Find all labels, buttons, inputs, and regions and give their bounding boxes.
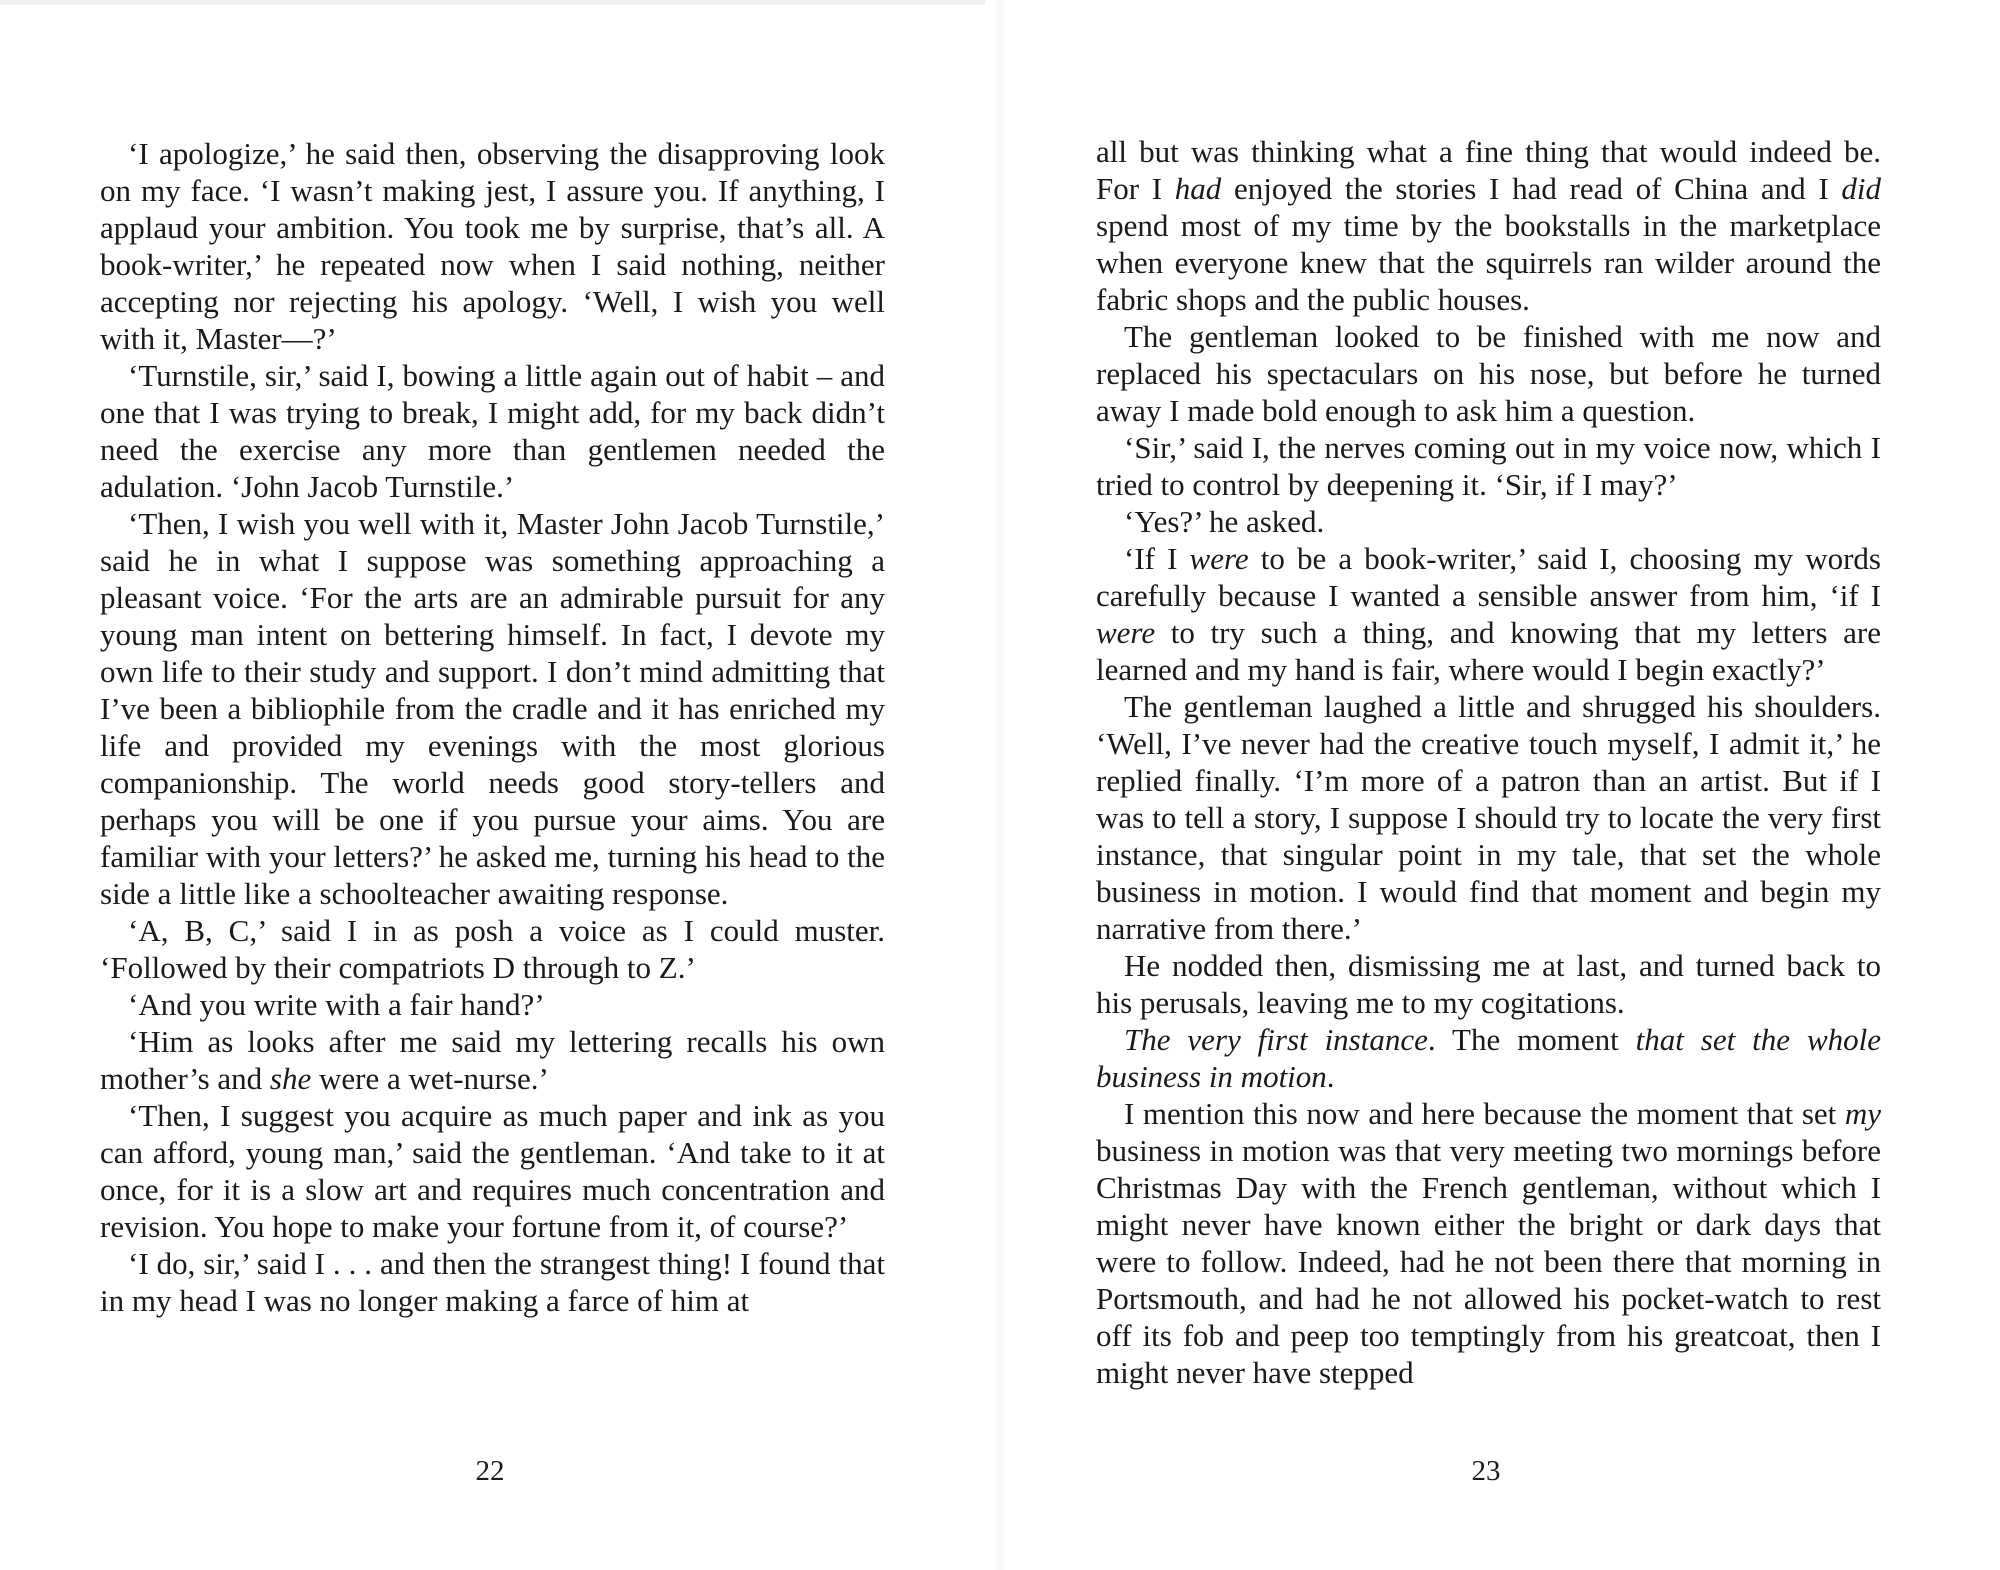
text-run: ‘I do, sir,’ said I . . . and then the strangest thing! I found that in my head I was no longer making a farce of him at <box>100 1246 885 1318</box>
paragraph <box>100 135 885 357</box>
paragraph <box>1096 318 1881 429</box>
text-run: ‘And you write with a fair hand?’ <box>128 987 545 1022</box>
text-run: ‘Turnstile, sir,’ said I, bowing a little again out of habit – and one that I was trying to break, I might add, for my back didn’t need the exercise any more than gentlemen needed the adulation. ‘John Jacob Turnstile.’ <box>100 358 885 504</box>
right-page-text <box>1096 133 1881 1391</box>
paragraph <box>1096 1095 1881 1391</box>
text-run: to be a book-writer,’ said I, choosing my words carefully because I wanted a sensible answer from him, ‘if I <box>1096 541 1882 613</box>
paragraph <box>1096 133 1881 318</box>
text-run: spend most of my time by the bookstalls in the marketplace when everyone knew that the squirrels ran wilder around the fabric shops and the public houses. <box>1096 208 1881 317</box>
paragraph <box>1096 947 1881 1021</box>
text-run: ‘A, B, C,’ said I in as posh a voice as I could muster. ‘Followed by their compatriots D through to Z.’ <box>100 913 885 985</box>
text-run: ‘Then, I suggest you acquire as much paper and ink as you can afford, young man,’ said the gentleman. ‘And take to it at once, for it is a slow art and requires much concentration and revision. You hope to make your fortune from it, of course?’ <box>100 1098 885 1244</box>
paragraph <box>1096 688 1881 947</box>
paragraph <box>1096 540 1881 688</box>
italic-text-run: my <box>1844 1096 1881 1131</box>
italic-text-run: were <box>1189 541 1249 576</box>
text-run: The gentleman laughed a little and shrugged his shoulders. ‘Well, I’ve never had the creative touch myself, I admit it,’ he replied finally. ‘I’m more of a patron than an artist. But if I was to tell a story, I suppose I should try to locate the very first instance, that singular point in my tale, that set the whole business in motion. I would find that moment and begin my narrative from there.’ <box>1096 689 1881 946</box>
italic-text-run: did <box>1841 171 1881 206</box>
left-page-text <box>100 135 885 1319</box>
text-run: to try such a thing, and knowing that my letters are learned and my hand is fair, where would I begin exactly?’ <box>1096 615 1881 687</box>
italic-text-run: were <box>1096 615 1156 650</box>
text-run: ‘Him as looks after me said my lettering recalls his own mother’s and <box>100 1024 885 1096</box>
paragraph <box>100 357 885 505</box>
text-run: ‘Yes?’ he asked. <box>1124 504 1325 539</box>
italic-text-run: had <box>1174 171 1222 206</box>
paragraph <box>100 505 885 912</box>
text-run: ‘I apologize,’ he said then, observing the disapproving look on my face. ‘I wasn’t making jest, I assure you. If anything, I applaud your ambition. You took me by surprise, that’s all. A book-writer,’ he repeated now when I said nothing, neither accepting nor rejecting his apology. ‘Well, I wish you well with it, Master—?’ <box>100 136 885 356</box>
text-run: ‘If I <box>1124 541 1190 576</box>
italic-text-run: The very first instance <box>1124 1022 1428 1057</box>
italic-text-run: she <box>269 1061 312 1096</box>
page-number-right: 23 <box>1471 1455 1501 1487</box>
text-run: I mention this now and here because the moment that set <box>1124 1096 1845 1131</box>
text-run: . The moment <box>1427 1022 1636 1057</box>
paragraph <box>100 912 885 986</box>
right-page <box>1000 0 2000 1570</box>
text-run: all but was thinking what a fine thing that would indeed be. For I <box>1096 134 1881 206</box>
paragraph <box>1096 429 1881 503</box>
text-run: He nodded then, dismissing me at last, and turned back to his perusals, leaving me to my cogitations. <box>1096 948 1881 1020</box>
text-run: ‘Then, I wish you well with it, Master John Jacob Turnstile,’ said he in what I suppose was something approaching a pleasant voice. ‘For the arts are an admirable pursuit for any young man intent on bettering himself. In fact, I devote my own life to their study and support. I don’t mind admitting that I’ve been a bibliophile from the cradle and it has enriched my life and provided my evenings with the most glorious companionship. The world needs good story-tellers and perhaps you will be one if you pursue your aims. You are familiar with your letters?’ he asked me, turning his head to the side a little like a schoolteacher awaiting response. <box>100 506 885 911</box>
italic-text-run: that set the whole business in motion <box>1096 1022 1881 1094</box>
text-run: . <box>1326 1059 1335 1094</box>
paragraph <box>1096 503 1881 540</box>
text-run: ‘Sir,’ said I, the nerves coming out in my voice now, which I tried to control by deepening it. ‘Sir, if I may?’ <box>1096 430 1881 502</box>
paragraph <box>1096 1021 1881 1095</box>
paragraph <box>100 1245 885 1319</box>
text-run: The gentleman looked to be finished with me now and replaced his spectaculars on his nose, but before he turned away I made bold enough to ask him a question. <box>1096 319 1881 428</box>
paragraph <box>100 1023 885 1097</box>
paragraph <box>100 986 885 1023</box>
text-run: business in motion was that very meeting two mornings before Christmas Day with the French gentleman, without which I might never have known either the bright or dark days that were to follow. Indeed, had he not been there that morning in Portsmouth, and had he not allowed his pocket-watch to rest off its fob and peep too temptingly from his greatcoat, then I might never have stepped <box>1096 1133 1881 1390</box>
paragraph <box>100 1097 885 1245</box>
text-run: enjoyed the stories I had read of China and I <box>1221 171 1842 206</box>
page-number-left: 22 <box>475 1455 505 1487</box>
text-run: were a wet-nurse.’ <box>311 1061 549 1096</box>
